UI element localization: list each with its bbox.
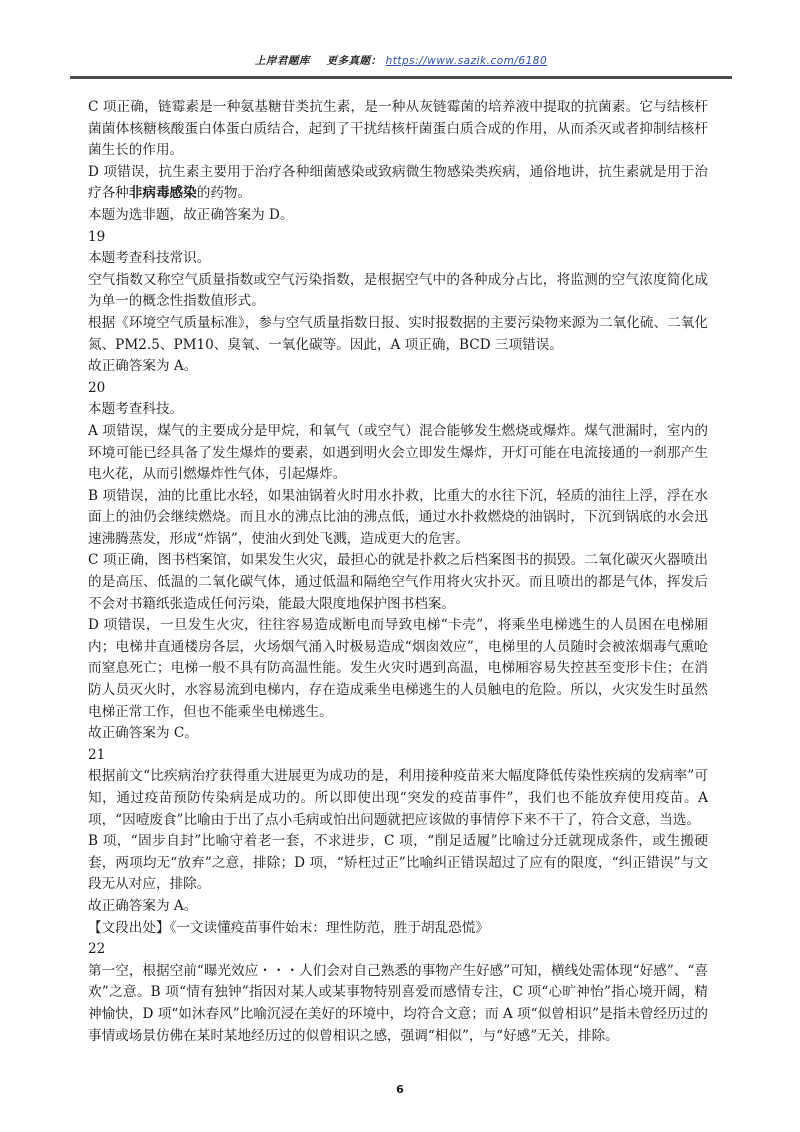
paragraph: 故正确答案为 C。 (88, 725, 198, 742)
paragraph: 根据前文“比疾病治疗获得重大进展更为成功的是，利用接种疫苗来大幅度降低传染性疾病的发病率”可知，通过疫苗预防传染病是成功的。所以即使出现“突发的疫苗事件”，我们也不能放弃使用疫苗。A 项，“因噎废食”比喻由于出了点小毛病或怕出问题就把应该做的事情停下来不干了，符合文意，当选。 (88, 768, 708, 828)
paragraph: 空气指数又称空气质量指数或空气污染指数，是根据空气中的各种成分占比，将监测的空气浓度简化成为单一的概念性指数值形式。 (88, 271, 708, 310)
paragraph: 本题考查科技。 (88, 401, 184, 418)
paragraph: C 项正确，图书档案馆，如果发生火灾，最担心的就是扑救之后档案图书的损毁。二氧化碳灭火器喷出的是高压、低温的二氧化碳气体，通过低温和隔绝空气作用将火灾扑灭。而且喷出的都是气体，挥发后不会对书籍纸张造成任何污染，能最大限度地保护图书档案。 (88, 552, 708, 612)
paragraph: 第一空，根据空前“曝光效应・・・人们会对自己熟悉的事物产生好感”可知，横线处需体现“好感”、“喜欢”之意。B 项“情有独钟”指因对某人或某事物特别喜爱而感情专注，C 项“心旷神怡”指心境开阔，精神愉快，D 项“如沐春风”比喻沉浸在美好的环境中，均符合文意；而 A 项“似曾相识”是指未曾经历过的事情或场景仿佛在某时某地经历过的似曾相识之感，强调“相似”，与“好感”无关，排除。 (88, 962, 708, 1044)
question-number: 20 (88, 379, 106, 396)
question-number: 21 (88, 746, 106, 763)
paragraph: B 项错误，油的比重比水轻，如果油锅着火时用水扑救，比重大的水往下沉，轻质的油往上浮，浮在水面上的油仍会继续燃烧。而且水的沸点比油的沸点低，通过水扑救燃烧的油锅时，下沉到锅底的水会迅速沸腾蒸发，形成“炸锅”，使油火到处飞溅，造成更大的危害。 (88, 487, 708, 547)
header-url-link[interactable]: https://www.sazik.com/6180 (385, 55, 548, 67)
source-line: 【文段出处】《一文读懂疫苗事件始末：理性防范，胜于胡乱恐慌》 (88, 919, 490, 936)
paragraph (88, 162, 708, 205)
paragraph: 故正确答案为 A。 (88, 358, 198, 375)
paragraph: 本题为选非题，故正确答案为 D。 (88, 206, 294, 223)
header-site-name: 上岸君题库 (254, 55, 310, 67)
paragraph-tail: 的药物。 (196, 185, 252, 202)
document-body (88, 97, 708, 1047)
paragraph: D 项错误，一旦发生火灾，往往容易造成断电而导致电梯“卡壳”，将乘坐电梯逃生的人员困在电梯厢内；电梯井直通楼房各层，火场烟气涌入时极易造成“烟囱效应”，电梯里的人员随时会被浓烟毒气熏呛而窒息死亡；电梯一般不具有防高温性能。发生火灾时遇到高温，电梯厢容易失控甚至变形卡住；在消防人员灭火时，水容易流到电梯内，存在造成乘坐电梯逃生的人员触电的危险。所以，火灾发生时虽然电梯正常工作，但也不能乘坐电梯逃生。 (88, 617, 708, 720)
paragraph: 根据《环境空气质量标准》，参与空气质量指数日报、实时报数据的主要污染物来源为二氧化硫、二氧化氮、PM2.5、PM10、臭氧、一氧化碳等。因此，A 项正确，BCD 三项错误。 (88, 314, 708, 353)
paragraph: C 项正确，链霉素是一种氨基糖苷类抗生素，是一种从灰链霉菌的培养液中提取的抗菌素。它与结核杆菌菌体核糖核酸蛋白体蛋白质结合，起到了干扰结核杆菌蛋白质合成的作用，从而杀灭或者抑制结核杆菌生长的作用。 (88, 99, 708, 159)
paragraph: 本题考查科技常识。 (88, 250, 211, 267)
page-number: 6 (396, 1083, 404, 1096)
question-number: 22 (88, 941, 106, 958)
question-number: 19 (88, 228, 106, 245)
paragraph-text: D 项错误，抗生素主要用于治疗各种细菌感染或致病微生物感染类疾病，通俗地讲，抗生素就是用于治疗各种 (88, 163, 708, 202)
bold-phrase: 非病毒感染 (128, 185, 197, 202)
paragraph: A 项错误，煤气的主要成分是甲烷，和氧气（或空气）混合能够发生燃烧或爆炸。煤气泄漏时，室内的环境可能已经具备了发生爆炸的要素，如遇到明火会立即发生爆炸，开灯可能在电流接通的一刹那产生电火花，从而引燃爆炸性气体，引起爆炸。 (88, 422, 708, 483)
header-divider (70, 76, 732, 79)
page-header (70, 53, 732, 77)
paragraph: B 项，“固步自封”比喻守着老一套，不求进步，C 项，“削足适履”比喻过分迁就现成条件，或生搬硬套，两项均无“放弃”之意，排除；D 项，“矫枉过正”比喻纠正错误超过了应有的限度，“纠正错误”与文段无从对应，排除。 (88, 833, 708, 893)
header-more-label: 更多真题： (326, 55, 382, 67)
paragraph: 故正确答案为 A。 (88, 897, 198, 914)
